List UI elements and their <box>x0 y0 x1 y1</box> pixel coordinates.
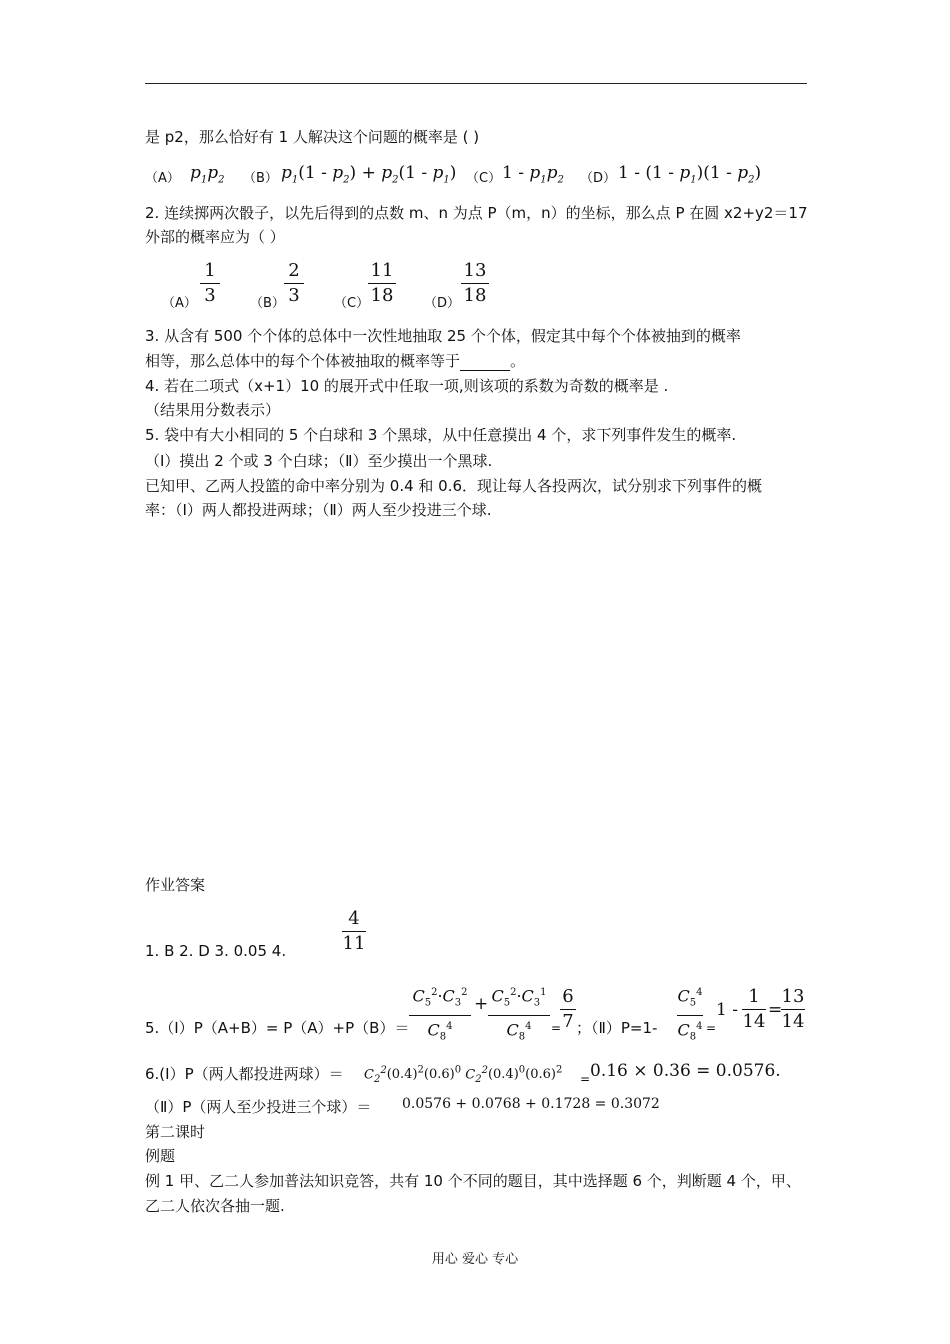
q1-option-b-label: （B） <box>243 171 278 186</box>
q1-option-d-formula: $1 - (1 - p_1)(1 - p_2)$ <box>618 163 762 186</box>
answer4-fraction: 4 11 <box>342 908 366 954</box>
lesson2-title: 第二课时 <box>145 1123 206 1141</box>
q3-answer-blank <box>460 356 510 371</box>
answers-line1: 1. B 2. D 3. 0.05 4. <box>145 942 287 960</box>
answer6-part2-result: 0.0576 + 0.0768 + 0.1728 = 0.3072 <box>402 1096 660 1112</box>
q1-option-a-formula: $p_1p_2$ <box>190 163 225 186</box>
q5-line1: 5. 袋中有大小相同的 5 个白球和 3 个黑球，从中任意摸出 4 个，求下列事件发生的概率. <box>145 426 737 444</box>
q2-option-a-fraction: 1 3 <box>200 260 220 307</box>
answer5-prefix: 5.（Ⅰ）P（A+B）= P（A）+P（B）＝ <box>145 1019 410 1037</box>
q2-option-c-label: （C） <box>334 296 370 311</box>
q5-line2: （Ⅰ）摸出 2 个或 3 个白球；（Ⅱ）至少摸出一个黑球. <box>145 452 493 470</box>
answer5-fraction-result: 6 7 <box>560 986 576 1033</box>
answer5-fraction-term1: $C_5^2\cdot C_3^2$ $C_8^4$ <box>409 983 471 1047</box>
q1-option-b-formula: $p_1(1 - p_2) + p_2(1 - p_1)$ <box>281 163 457 186</box>
lesson2-example1-line2: 乙二人依次各抽一题. <box>145 1197 285 1215</box>
lesson2-example1-line1: 例 1 甲、乙二人参加普法知识竞答，共有 10 个不同的题目，其中选择题 6 个，判断题 4 个，甲、 <box>145 1172 801 1190</box>
q2-option-a-label: （A） <box>162 296 197 311</box>
q6-line2: 率：（Ⅰ）两人都投进两球；（Ⅱ）两人至少投进三个球. <box>145 501 492 519</box>
page-footer: 用心 爱心 专心 <box>431 1252 519 1267</box>
q4-line2: （结果用分数表示） <box>145 401 281 419</box>
q2-option-d-fraction: 13 18 <box>461 260 489 307</box>
q1-stem: 是 p2，那么恰好有 1 人解决这个问题的概率是 ( ) <box>145 128 480 146</box>
answer6-prefix: 6.(Ⅰ）P（两人都投进两球）＝ <box>145 1065 344 1083</box>
answer5-one-minus: 1 - <box>716 1000 738 1020</box>
q1-option-c-label: （C） <box>466 171 502 186</box>
answer5-fraction-c84: $C_5^4$ $C_8^4$ <box>677 986 703 1043</box>
q2-option-b-label: （B） <box>250 296 285 311</box>
answers-heading: 作业答案 <box>145 876 206 894</box>
answer5-fraction-13-14: 13 14 <box>781 986 805 1032</box>
q2-option-c-fraction: 11 18 <box>368 260 396 307</box>
answer6-part2-prefix: （Ⅱ）P（两人至少投进三个球）＝ <box>145 1098 372 1116</box>
answer5-equals-3: = <box>768 1000 783 1020</box>
q3-line2: 相等，那么总体中的每个个体被抽取的概率等于 。 <box>145 352 526 370</box>
answer6-formula: $C_2^2(0.4)^2(0.6)^0$ $C_2^2(0.4)^0(0.6)^2$ <box>364 1065 563 1085</box>
answer5-part2-label: ；（Ⅱ）P=1- <box>576 1019 658 1037</box>
answer5-fraction-1-14: 1 14 <box>742 986 766 1032</box>
q1-option-a-label: （A） <box>145 171 180 186</box>
q2-line2: 外部的概率应为（ ） <box>145 228 285 246</box>
answer6-equals: = <box>580 1072 591 1086</box>
header-rule <box>145 83 807 84</box>
q6-line1: 已知甲、乙两人投篮的命中率分别为 0.4 和 0.6．现让每人各投两次，试分别求下列事件的概 <box>145 477 763 495</box>
answer5-equals-2: = <box>706 1021 717 1035</box>
q2-option-b-fraction: 2 3 <box>284 260 304 307</box>
answer5-plus-sign: + <box>474 994 489 1014</box>
q4-line1: 4. 若在二项式（x+1）10 的展开式中任取一项,则该项的系数为奇数的概率是 . <box>145 377 669 395</box>
q1-option-c-formula: $1 - p_1p_2$ <box>502 163 564 186</box>
answer6-result: 0.16 × 0.36 = 0.0576. <box>590 1061 781 1081</box>
q2-line1: 2. 连续掷两次骰子，以先后得到的点数 m、n 为点 P（m，n）的坐标，那么点 P 在圆 x2+y2＝17 <box>145 204 808 222</box>
q3-line1: 3. 从含有 500 个个体的总体中一次性地抽取 25 个个体，假定其中每个个体被抽到的概率 <box>145 327 741 345</box>
q1-option-d-label: （D） <box>580 171 617 186</box>
lesson2-example-heading: 例题 <box>145 1147 176 1165</box>
answer5-equals-1: = <box>551 1021 562 1035</box>
q2-option-d-label: （D） <box>424 296 461 311</box>
answer5-fraction-term2: $C_5^2\cdot C_3^1$ $C_8^4$ <box>488 983 550 1047</box>
